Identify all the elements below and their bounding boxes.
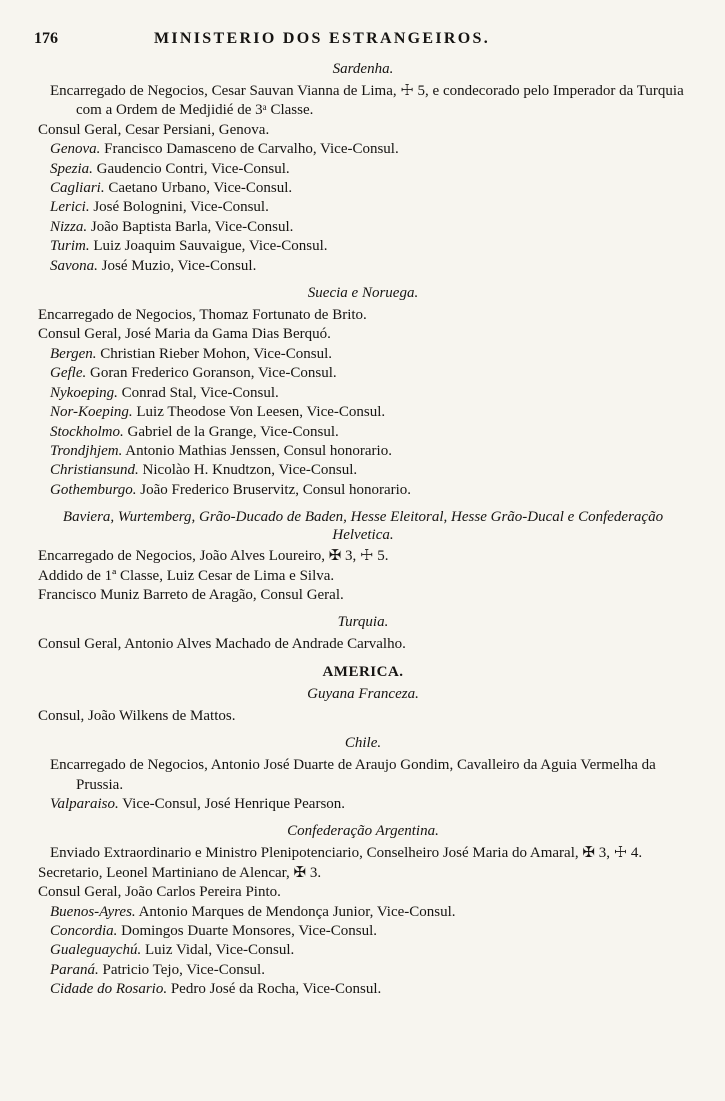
- section-gap: [38, 1000, 688, 1006]
- directory-entry: [38, 442, 688, 461]
- directory-entry: [38, 883, 688, 902]
- entry-text: Nicolào H. Knudtzon, Vice-Consul.: [138, 462, 358, 479]
- place-name: Trondjhjem.: [50, 442, 123, 459]
- entry-text: Luiz Vidal, Vice-Consul.: [141, 942, 295, 959]
- entry-text: Consul, João Wilkens de Mattos.: [38, 707, 236, 724]
- directory-entry: [38, 306, 688, 325]
- place-name: Gualeguaychú.: [50, 942, 142, 959]
- directory-entry: [38, 481, 688, 500]
- entry-text: Consul Geral, Cesar Persiani, Genova.: [38, 121, 270, 138]
- page-header: [34, 30, 711, 52]
- place-name: Gothemburgo.: [50, 481, 137, 498]
- entry-text: Francisco Damasceno de Carvalho, Vice-Consul.: [100, 141, 399, 158]
- directory-entry: [38, 795, 688, 814]
- entry-text: Antonio Marques de Mendonça Junior, Vice-Consul.: [135, 903, 456, 920]
- entry-text: Luiz Theodose Von Leesen, Vice-Consul.: [132, 404, 386, 421]
- entry-text: Encarregado de Negocios, Antonio José Duarte de Araujo Gondim, Cavalleiro da Aguia Vermelha da Prussia.: [50, 757, 656, 793]
- directory-entry: [38, 941, 688, 960]
- running-title: MINISTERIO DOS ESTRANGEIROS.: [154, 30, 491, 47]
- place-name: Christiansund.: [50, 462, 139, 479]
- page-number: 176: [34, 30, 58, 47]
- section-title: AMERICA.: [322, 663, 404, 680]
- place-name: Cagliari.: [50, 180, 105, 197]
- directory-entry: [38, 567, 688, 586]
- entry-text: Antonio Mathias Jenssen, Consul honorario.: [122, 442, 392, 459]
- directory-entry: [38, 707, 688, 726]
- section-title: Suecia e Noruega.: [307, 285, 419, 302]
- entry-text: Goran Frederico Goranson, Vice-Consul.: [86, 365, 337, 382]
- section-gap: [38, 814, 688, 820]
- place-name: Turim.: [50, 238, 90, 255]
- entry-text: Enviado Extraordinario e Ministro Plenipotenciario, Conselheiro José Maria do Amaral, ✠ 3, ☩ 4.: [50, 845, 643, 862]
- place-name: Nykoeping.: [50, 384, 118, 401]
- place-name: Gefle.: [50, 365, 87, 382]
- directory-entry: [38, 345, 688, 364]
- entry-text: Caetano Urbano, Vice-Consul.: [104, 180, 293, 197]
- directory-entry: [38, 384, 688, 403]
- place-name: Nizza.: [50, 218, 88, 235]
- entry-text: Luiz Joaquim Sauvaigue, Vice-Consul.: [89, 238, 328, 255]
- place-name: Paraná.: [50, 961, 99, 978]
- directory-entry: [38, 635, 688, 654]
- entry-text: Encarregado de Negocios, João Alves Loureiro, ✠ 3, ☩ 5.: [38, 548, 389, 565]
- directory-entry: [38, 198, 688, 217]
- directory-entry: [38, 121, 688, 140]
- directory-entry: [38, 237, 688, 256]
- directory-entry: [38, 325, 688, 344]
- directory-entry: [38, 160, 688, 179]
- entry-text: Consul Geral, Antonio Alves Machado de Andrade Carvalho.: [38, 636, 406, 653]
- place-name: Spezia.: [50, 160, 93, 177]
- document-body: [38, 58, 688, 1006]
- section-gap: [38, 655, 688, 661]
- place-name: Bergen.: [50, 345, 97, 362]
- directory-entry: [38, 756, 688, 795]
- section-gap: [38, 276, 688, 282]
- directory-entry: [38, 364, 688, 383]
- place-name: Genova.: [50, 141, 101, 158]
- place-name: Savona.: [50, 257, 98, 274]
- section-gap: [38, 726, 688, 732]
- entry-text: Pedro José da Rocha, Vice-Consul.: [167, 981, 382, 998]
- entry-text: Addido de 1ª Classe, Luiz Cesar de Lima e Silva.: [38, 567, 335, 584]
- entry-text: Gaudencio Contri, Vice-Consul.: [92, 160, 290, 177]
- section-title: Guyana Franceza.: [307, 685, 419, 702]
- section-gap: [38, 500, 688, 506]
- entry-text: Conrad Stal, Vice-Consul.: [117, 384, 279, 401]
- place-name: Buenos-Ayres.: [50, 903, 136, 920]
- entry-text: João Frederico Bruservitz, Consul honorario.: [136, 481, 412, 498]
- entry-text: Christian Rieber Mohon, Vice-Consul.: [96, 345, 332, 362]
- directory-entry: [38, 140, 688, 159]
- directory-entry: [38, 82, 688, 121]
- place-name: Stockholmo.: [50, 423, 124, 440]
- entry-text: Gabriel de la Grange, Vice-Consul.: [123, 423, 339, 440]
- directory-entry: [38, 903, 688, 922]
- section-title: Chile.: [344, 735, 382, 752]
- directory-entry: [38, 547, 688, 566]
- place-name: Nor-Koeping.: [50, 404, 133, 421]
- entry-text: Francisco Muniz Barreto de Aragão, Consul Geral.: [38, 586, 344, 603]
- entry-text: Vice-Consul, José Henrique Pearson.: [118, 795, 346, 812]
- directory-entry: [38, 586, 688, 605]
- entry-text: José Muzio, Vice-Consul.: [97, 257, 257, 274]
- directory-entry: [38, 864, 688, 883]
- section-title: Turquia.: [337, 614, 389, 631]
- section-gap: [38, 605, 688, 611]
- entry-text: Encarregado de Negocios, Thomaz Fortunato de Brito.: [38, 307, 367, 324]
- entry-text: Encarregado de Negocios, Cesar Sauvan Vianna de Lima, ☩ 5, e condecorado pelo Imperador da Turquia com a Ordem de Medjidié de 3ᵃ Classe.: [50, 83, 684, 119]
- entry-text: José Bolognini, Vice-Consul.: [89, 199, 269, 216]
- directory-entry: [38, 961, 688, 980]
- directory-entry: [38, 218, 688, 237]
- section-title: Baviera, Wurtemberg, Grão-Ducado de Baden, Hesse Eleitoral, Hesse Grão-Ducal e Confederação Helvetica.: [62, 509, 664, 544]
- place-name: Cidade do Rosario.: [50, 981, 168, 998]
- entry-text: Domingos Duarte Monsores, Vice-Consul.: [117, 923, 378, 939]
- directory-entry: [38, 844, 688, 863]
- place-name: Lerici.: [50, 199, 90, 216]
- entry-text: Consul Geral, João Carlos Pereira Pinto.: [38, 884, 281, 901]
- section-title: Sardenha.: [332, 61, 394, 77]
- place-name: Concordia.: [50, 923, 118, 939]
- directory-entry: [38, 403, 688, 422]
- place-name: Valparaiso.: [50, 795, 119, 812]
- entry-text: João Baptista Barla, Vice-Consul.: [87, 218, 294, 235]
- directory-entry: [38, 461, 688, 480]
- directory-entry: [38, 257, 688, 276]
- section-title: Confederação Argentina.: [287, 823, 439, 840]
- entry-text: Consul Geral, José Maria da Gama Dias Berquó.: [38, 326, 331, 343]
- directory-entry: [38, 423, 688, 442]
- directory-entry: [38, 980, 688, 999]
- directory-entry: [38, 179, 688, 198]
- directory-entry: [38, 922, 688, 941]
- entry-text: Secretario, Leonel Martiniano de Alencar, ✠ 3.: [38, 864, 322, 881]
- entry-text: Patricio Tejo, Vice-Consul.: [98, 961, 265, 978]
